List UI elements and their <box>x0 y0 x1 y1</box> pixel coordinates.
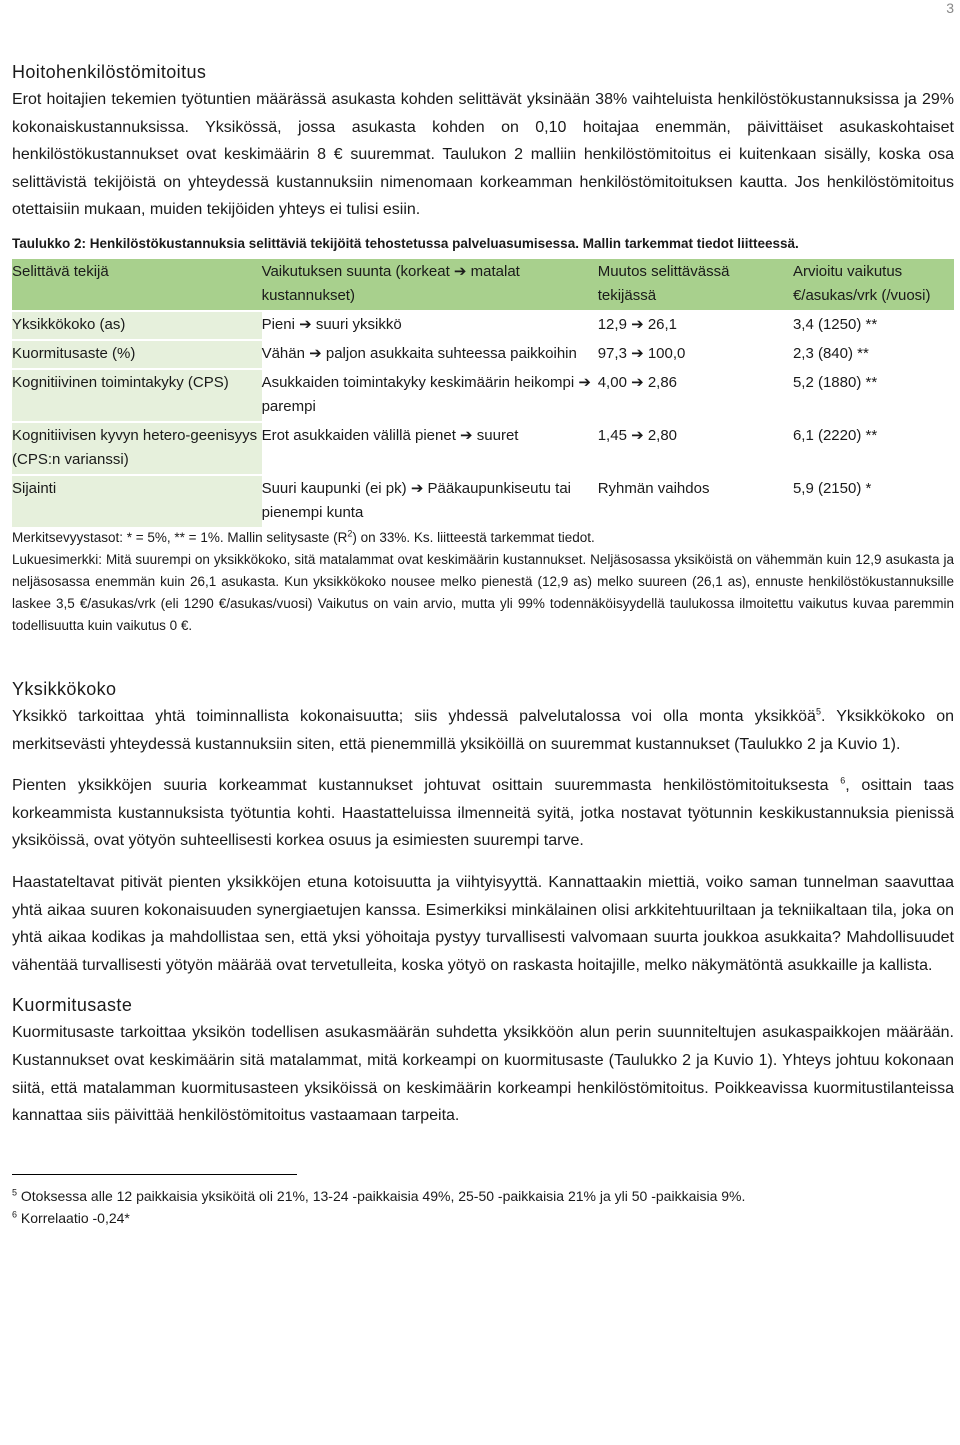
table-row <box>12 311 954 340</box>
row-factor: Kognitiivinen toimintakyky (CPS) <box>12 369 262 422</box>
row-effect: 6,1 (2220) ** <box>793 422 954 475</box>
footnote-5: $^5$ Otoksessa alle 12 paikkaisia yksiköitä oli 21%, 13-24 -paikkaisia 49%, 25-50 -paikkaisia 21% ja yli 50 -paikkaisia 9%. <box>12 1187 746 1204</box>
row-change: 12,9 ➔ 26,1 <box>598 311 793 340</box>
row-direction: Erot asukkaiden välillä pienet ➔ suuret <box>262 422 598 475</box>
paragraph-yksikkokoko-1: Yksikkö tarkoittaa yhtä toiminnallista kokonaisuutta; siis yhdessä palvelutalossa voi olla monta yksikköä$^5$. Yksikkökoko on merkitsevästi yhteydessä kustannuksiin siten, että pienemmillä yksiköillä on suuremmat kustannukset (Taulukko 2 ja Kuvio 1). <box>12 706 954 753</box>
header-direction: Vaikutuksen suunta (korkeat ➔ matalat kustannukset) <box>262 259 598 311</box>
document-content <box>12 58 954 1229</box>
table-header-row <box>12 259 954 311</box>
footnotes <box>12 1185 954 1229</box>
row-factor: Yksikkökoko (as) <box>12 311 262 340</box>
paragraph-yksikkokoko-2: Pienten yksikköjen suuria korkeammat kustannukset johtuvat osittain suuremmasta henkilöstömitoituksesta $^6$, osittain taas korkeammista kustannuksista työtuntia kohti. Haastatteluissa ilmenneitä syitä, jotka nostavat työtunnin keskikustannuksia pienissä yksiköissä, ovat yötyön suhteellisesti korkea osuus ja esimiesten suurempi tarve. <box>12 775 954 850</box>
footnote-6: $^6$ Korrelaatio -0,24* <box>12 1209 130 1226</box>
table-row <box>12 475 954 527</box>
footnote-ref-5: 5 <box>815 706 821 717</box>
paragraph-hoitohenkilostomitoitus: Erot hoitajien tekemien työtuntien määrässä asukasta kohden selittävät yksinään 38% vaihteluista henkilöstökustannuksissa ja 29% kokonaiskustannuksissa. Yksikössä, jossa asukasta kohden on 0,10 hoitajaa enemmän, päivittäiset asukaskohtaiset henkilöstökustannukset ovat keskimäärin 8 € suuremmat. Taulukon 2 malliin henkilöstömitoitus ei kuitenkaan sisälly, koska osa selittävistä tekijöistä on yhteydessä kustannuksiin nimenomaan korkeamman henkilöstömitoituksen kautta. Jos henkilöstömitoitus otettaisiin mukaan, muiden tekijöiden yhteys ei tulisi esiin. <box>12 91 954 219</box>
reading-example: Lukuesimerkki: Mitä suurempi on yksikkökoko, sitä matalammat ovat keskimäärin kustannukset. Neljäsosassa yksiköistä on vähemmän kuin 12,9 asukasta ja neljäsosassa enemmän kuin 26,1 asukasta. Kun yksikkökoko nousee melko pienestä (12,9 as) melko suureen (26,1 as), ennuste henkilöstökustannuksille laskee 3,5 €/asukas/vrk (eli 1290 €/asukas/vuosi) Vaikutus on vain arvio, mutta yli 99% todennäköisyydellä taulukossa ilmoitettu vaikutus kuvaa paremmin todellisuutta kuin vaikutus 0 €. <box>12 551 954 633</box>
header-factor: Selittävä tekijä <box>12 259 262 311</box>
section-title-kuormitusaste: Kuormitusaste <box>12 995 133 1016</box>
row-change: 4,00 ➔ 2,86 <box>598 369 793 422</box>
significance-note: Merkitsevyystasot: * = 5%, ** = 1%. Mallin selitysaste $(R^2)$ on 33%. Ks. liitteestä tarkemmat tiedot. <box>12 528 595 545</box>
row-direction: Pieni ➔ suuri yksikkö <box>262 311 598 340</box>
row-direction: Suuri kaupunki (ei pk) ➔ Pääkaupunkiseutu tai pienempi kunta <box>262 475 598 527</box>
row-factor: Kuormitusaste (%) <box>12 340 262 369</box>
header-change: Muutos selittävässä tekijässä <box>598 259 793 311</box>
header-effect: Arvioitu vaikutus €/asukas/vrk (/vuosi) <box>793 259 954 311</box>
row-effect: 5,9 (2150) * <box>793 475 954 527</box>
table-row <box>12 369 954 422</box>
table-caption: Taulukko 2: Henkilöstökustannuksia selittäviä tekijöitä tehostetussa palveluasumisessa. Mallin tarkemmat tiedot liitteessä. <box>12 235 799 251</box>
row-change: 97,3 ➔ 100,0 <box>598 340 793 369</box>
table-row <box>12 422 954 475</box>
table-row <box>12 340 954 369</box>
row-change: 1,45 ➔ 2,80 <box>598 422 793 475</box>
footnote-ref-6: 6 <box>840 775 846 786</box>
row-effect: 5,2 (1880) ** <box>793 369 954 422</box>
row-factor: Sijainti <box>12 475 262 527</box>
row-effect: 3,4 (1250) ** <box>793 311 954 340</box>
section-title-hoitohenkilostomitoitus: Hoitohenkilöstömitoitus <box>12 62 207 82</box>
row-factor: Kognitiivisen kyvyn hetero-geenisyys (CPS:n varianssi) <box>12 422 262 475</box>
cost-factors-table <box>12 259 954 527</box>
row-change: Ryhmän vaihdos <box>598 475 793 527</box>
row-direction: Vähän ➔ paljon asukkaita suhteessa paikkoihin <box>262 340 598 369</box>
paragraph-yksikkokoko-3: Haastateltavat pitivät pienten yksikköjen etuna kotoisuutta ja viihtyisyyttä. Kannattaakin miettiä, voiko saman tunnelman saavuttaa yhtä aikaa suuren kokonaisuuden synergiaetujen kanssa. Esimerkiksi minkälainen olisi arkkitehtuuriltaan ja tekniikaltaan tila, joka on yhtä aikaa kodikas ja mahdollistaa sen, että yksi yöhoitaja pystyy turvallisesti valvomaan suurta joukkoa asukkaita? Mahdollisuudet vähentää turvallisesti yötyön määrää ovat tervetulleita, koska yötyö on raskasta hoitajille, melko näkymätöntä asukkaille ja kallista. <box>12 873 954 974</box>
row-effect: 2,3 (840) ** <box>793 340 954 369</box>
paragraph-kuormitusaste: Kuormitusaste tarkoittaa yksikön todellisen asukasmäärän suhdetta yksikköön alun perin suunniteltujen asukaspaikkojen määrään. Kustannukset ovat keskimäärin sitä matalammat, mitä korkeampi on kuormitusaste (Taulukko 2 ja Kuvio 1). Yhteys johtuu kokonaan siitä, että matalamman kuormitusasteen yksiköissä on keskimäärin korkeampi henkilöstömitoitus. Poikkeavissa kuormitustilanteissa kannattaa siis päivittää henkilöstömitoitus vastaamaan tarpeita. <box>12 1024 954 1125</box>
row-direction: Asukkaiden toimintakyky keskimäärin heikompi ➔ parempi <box>262 369 598 422</box>
footnote-divider <box>12 1174 297 1175</box>
section-title-yksikkokoko: Yksikkökoko <box>12 678 117 699</box>
page-number: 3 <box>946 0 954 16</box>
